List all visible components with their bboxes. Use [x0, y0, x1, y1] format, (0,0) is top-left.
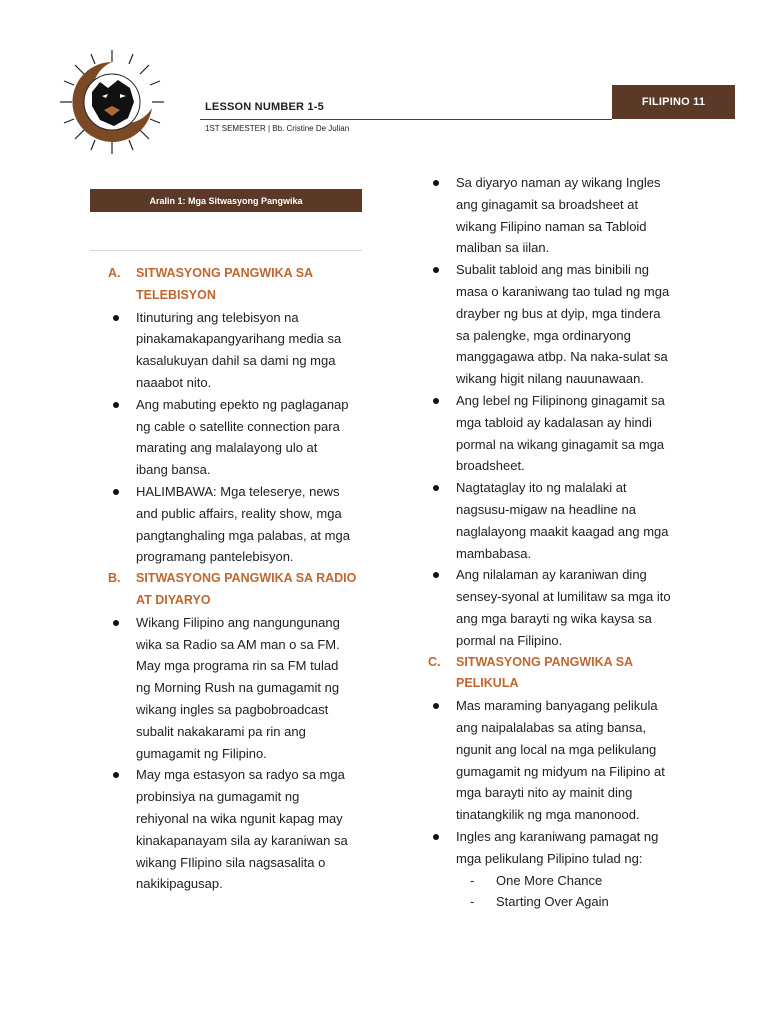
- bullet-item: Itinuturing ang telebisyon na pinakamakapangyarihang media sa kasalukuyan dahil sa dami ng mga naaabot nito.: [108, 307, 368, 394]
- bullet-icon: [428, 564, 456, 651]
- bullet-item: May mga estasyon sa radyo sa mga probinsiya na gumagamit ng rehiyonal na wika ngunit kapag may kinakapanayam sila ay karaniwan sa wikang FIlipino sila nagsasalita o nakikipagusap.: [108, 764, 368, 895]
- bullet-item: Ang nilalaman ay karaniwan ding sensey-syonal at lumilitaw sa mga ito ang mga barayti ng wika kaysa sa pormal na Filipino.: [428, 564, 692, 651]
- section-title-line: PELIKULA: [456, 676, 519, 691]
- section-divider: [90, 250, 362, 251]
- section-heading-a: A. SITWASYONG PANGWIKA SA TELEBISYON: [108, 263, 368, 307]
- bullet-item: Sa diyaryo naman ay wikang Ingles ang ginagamit sa broadsheet at wikang Filipino naman sa Tabloid maliban sa iilan.: [428, 172, 692, 259]
- section-title-line: TELEBISYON: [136, 287, 216, 302]
- dash-icon: -: [470, 872, 475, 888]
- bullet-icon: [108, 394, 136, 481]
- section-heading-c: C. SITWASYONG PANGWIKA SA PELIKULA: [428, 652, 692, 696]
- lesson-title: LESSON NUMBER 1-5: [205, 101, 324, 113]
- bullet-icon: [428, 172, 456, 259]
- bullet-icon: [428, 695, 456, 826]
- sub-list-item: - One More Chance: [428, 870, 692, 892]
- bullet-item: HALIMBAWA: Mga teleserye, news and public affairs, reality show, mga pangtanghaling mga palabas, at mga programang pantelebisyon.: [108, 481, 368, 568]
- left-column: [108, 263, 368, 895]
- bullet-item: Ang lebel ng Filipinong ginagamit sa mga tabloid ay kadalasan ay hindi pormal na wikang ginagamit sa mga broadsheet.: [428, 390, 692, 477]
- aralin-label: Aralin 1: Mga Sitwasyong Pangwika: [149, 195, 303, 206]
- right-column: [428, 172, 692, 913]
- bullet-item: Nagtataglay ito ng malalaki at nagsusu-migaw na headline na naglalayong maakit kaagad ang mga mambabasa.: [428, 477, 692, 564]
- section-title-line: SITWASYONG PANGWIKA SA: [136, 266, 314, 280]
- bullet-icon: [108, 307, 136, 394]
- bullet-icon: [428, 477, 456, 564]
- section-title-line: AT DIYARYO: [136, 592, 211, 607]
- sub-list-item: - Starting Over Again: [428, 891, 692, 913]
- section-heading-b: B. SITWASYONG PANGWIKA SA RADIO AT DIYARYO: [108, 568, 368, 612]
- bullet-item: Wikang Filipino ang nangungunang wika sa Radio sa AM man o sa FM. May mga programa rin sa FM tulad ng Morning Rush na gumagamit ng wikang ingles sa pagbobroadcast subalit nakakarami pa rin ang gumagamit ng Filipino.: [108, 612, 368, 765]
- bullet-icon: [428, 259, 456, 390]
- subject-badge: [612, 85, 735, 119]
- bullet-icon: [428, 826, 456, 870]
- bullet-icon: [108, 764, 136, 895]
- section-title-line: SITWASYONG PANGWIKA SA: [456, 654, 634, 669]
- bullet-icon: [108, 612, 136, 765]
- panther-emblem-icon: [58, 48, 166, 156]
- bullet-icon: [108, 481, 136, 568]
- dash-icon: -: [470, 894, 475, 910]
- aralin-banner: [90, 189, 362, 212]
- bullet-item: Ingles ang karaniwang pamagat ng mga pelikulang Pilipino tulad ng:: [428, 826, 692, 870]
- subject-label: FILIPINO 11: [641, 96, 706, 108]
- semester-line: 1ST SEMESTER | Bb. Cristine De Julian: [205, 124, 350, 133]
- bullet-icon: [428, 390, 456, 477]
- bullet-item: Subalit tabloid ang mas binibili ng masa o karaniwang tao tulad ng mga drayber ng bus at dyip, mga tindera sa palengke, mga ordinaryong manggagawa atbp. Na naka-sulat sa wikang higit nilang nauunawaan.: [428, 259, 692, 390]
- section-title-line: SITWASYONG PANGWIKA SA RADIO: [136, 571, 357, 586]
- bullet-item: Mas maraming banyagang pelikula ang naipalalabas sa ating bansa, ngunit ang local na mga pelikulang gumagamit ng midyum na Filipino at mga barayti nito ay mainit ding tinatangkilik ng mga manonood.: [428, 695, 692, 826]
- bullet-item: Ang mabuting epekto ng paglaganap ng cable o satellite connection para marating ang malalayong ulo at ibang bansa.: [108, 394, 368, 481]
- header-divider: [200, 119, 612, 120]
